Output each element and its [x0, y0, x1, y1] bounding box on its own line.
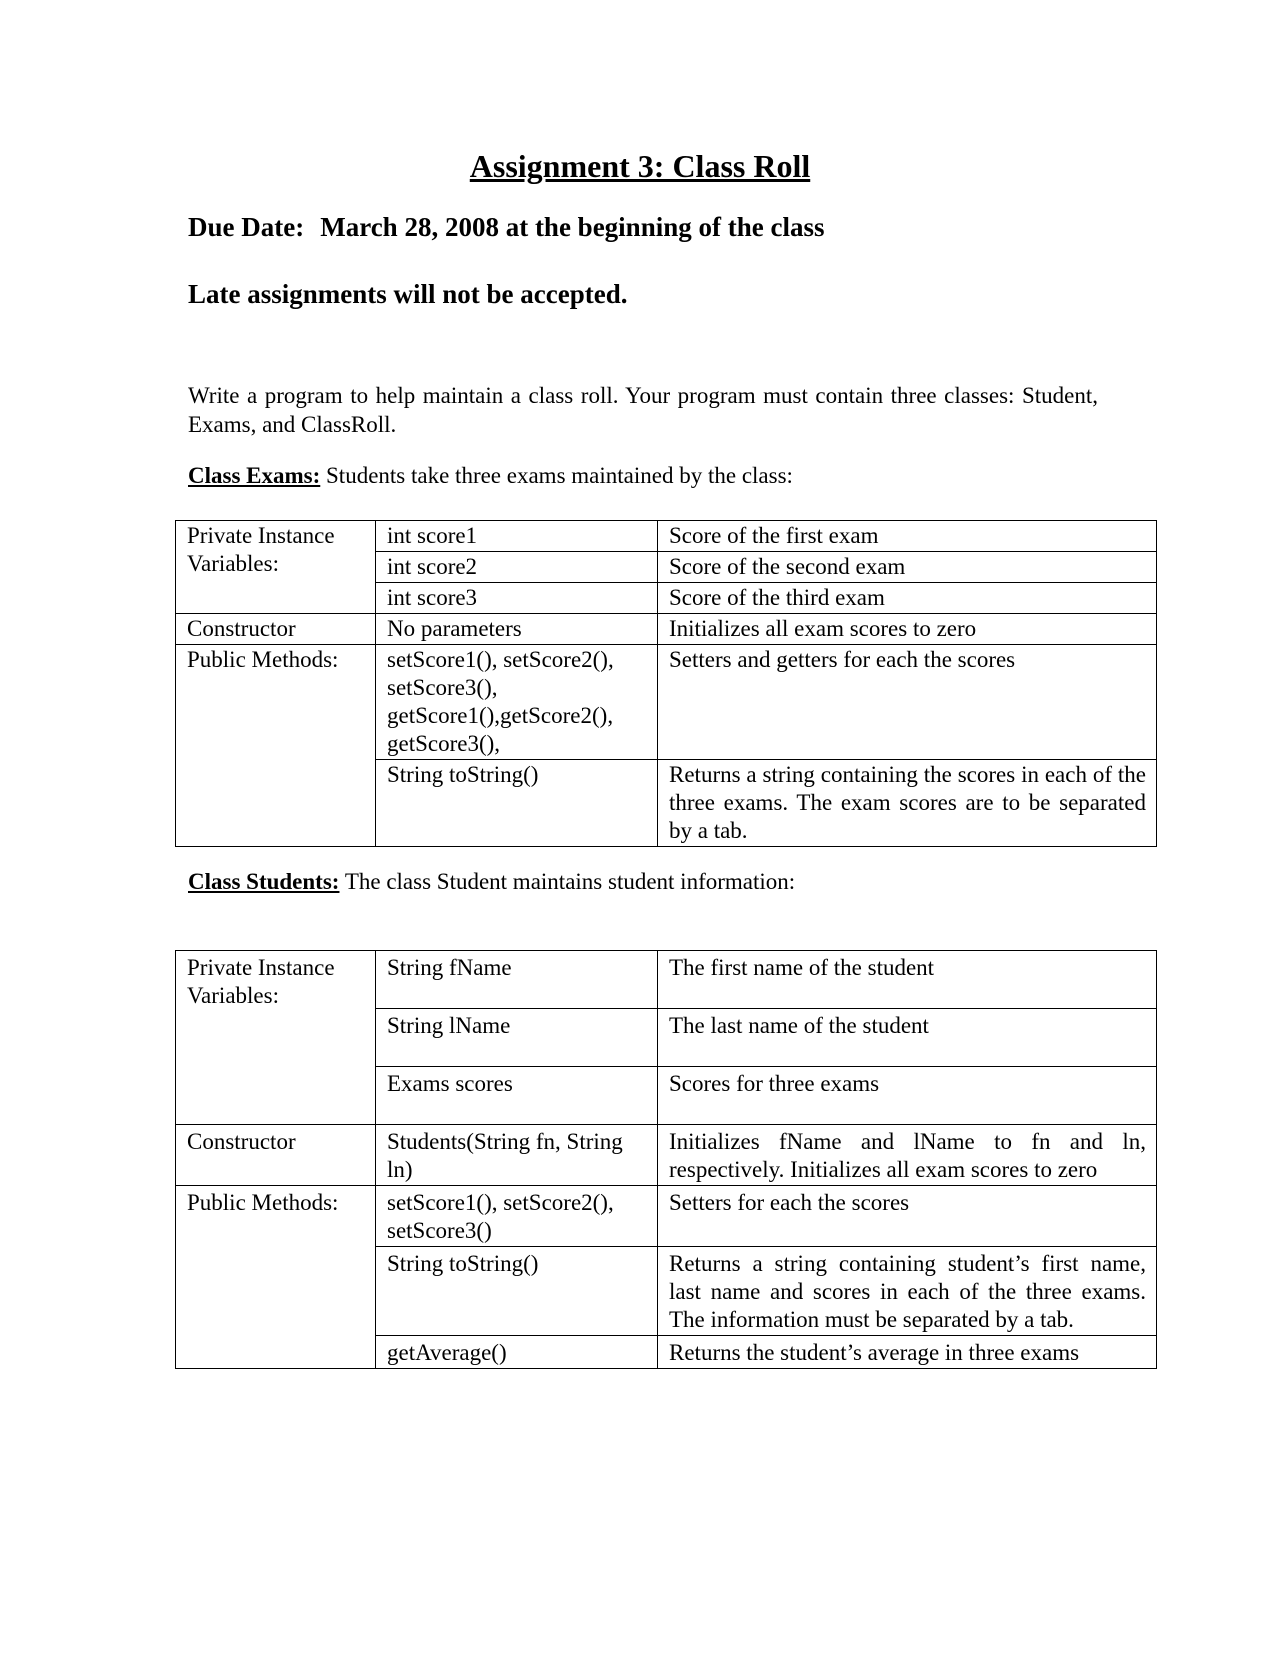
method-name: String toString() [376, 760, 658, 847]
method-desc: Returns a string containing student’s first name, last name and scores in each of the three exams. The information must be separated by a tab. [658, 1247, 1157, 1336]
var-desc: The first name of the student [658, 951, 1157, 1009]
var-desc: Scores for three exams [658, 1067, 1157, 1125]
method-desc: Setters and getters for each the scores [658, 645, 1157, 760]
constructor-label: Constructor [176, 614, 376, 645]
var-name: String lName [376, 1009, 658, 1067]
var-name: int score1 [376, 521, 658, 552]
constructor-name: No parameters [376, 614, 658, 645]
public-methods-label: Public Methods: [176, 645, 376, 847]
exams-spec-table [175, 520, 1157, 847]
public-methods-label: Public Methods: [176, 1186, 376, 1369]
var-name: String fName [376, 951, 658, 1009]
constructor-name: Students(String fn, String ln) [376, 1125, 658, 1186]
late-notice: Late assignments will not be accepted. [188, 279, 628, 309]
students-spec-table [175, 950, 1157, 1369]
exams-section-heading [188, 463, 793, 489]
method-name: setScore1(), setScore2(), setScore3() [376, 1186, 658, 1247]
exams-section-text: Students take three exams maintained by the class: [326, 463, 793, 488]
table-row [176, 951, 1157, 1009]
var-name: Exams scores [376, 1067, 658, 1125]
students-section-text: The class Student maintains student information: [344, 869, 796, 894]
due-date-value: March 28, 2008 at the beginning of the class [320, 212, 825, 242]
method-name: setScore1(), setScore2(), setScore3(), getScore1(),getScore2(), getScore3(), [376, 645, 658, 760]
constructor-desc: Initializes fName and lName to fn and ln, respectively. Initializes all exam scores to zero [658, 1125, 1157, 1186]
constructor-label: Constructor [176, 1125, 376, 1186]
intro-paragraph: Write a program to help maintain a class roll. Your program must contain three classes: Student, Exams, and ClassRoll. [188, 383, 1098, 437]
var-name: int score2 [376, 552, 658, 583]
table-row [176, 1186, 1157, 1247]
method-name: String toString() [376, 1247, 658, 1336]
students-section-label: Class Students: [188, 869, 340, 894]
method-desc: Returns the student’s average in three exams [658, 1336, 1157, 1369]
var-desc: Score of the second exam [658, 552, 1157, 583]
var-desc: The last name of the student [658, 1009, 1157, 1067]
private-vars-label: Private Instance Variables: [176, 951, 376, 1125]
table-row [176, 614, 1157, 645]
var-desc: Score of the first exam [658, 521, 1157, 552]
method-name: getAverage() [376, 1336, 658, 1369]
method-desc: Returns a string containing the scores in each of the three exams. The exam scores are to be separated by a tab. [658, 760, 1157, 847]
page-title: Assignment 3: Class Roll [469, 148, 811, 184]
private-vars-label: Private Instance Variables: [176, 521, 376, 614]
exams-section-label: Class Exams: [188, 463, 321, 488]
table-row [176, 645, 1157, 760]
var-name: int score3 [376, 583, 658, 614]
due-date-label: Due Date: [188, 212, 305, 242]
method-desc: Setters for each the scores [658, 1186, 1157, 1247]
constructor-desc: Initializes all exam scores to zero [658, 614, 1157, 645]
students-section-heading [188, 869, 795, 895]
table-row [176, 521, 1157, 552]
var-desc: Score of the third exam [658, 583, 1157, 614]
table-row [176, 1125, 1157, 1186]
due-date-line [188, 212, 824, 243]
